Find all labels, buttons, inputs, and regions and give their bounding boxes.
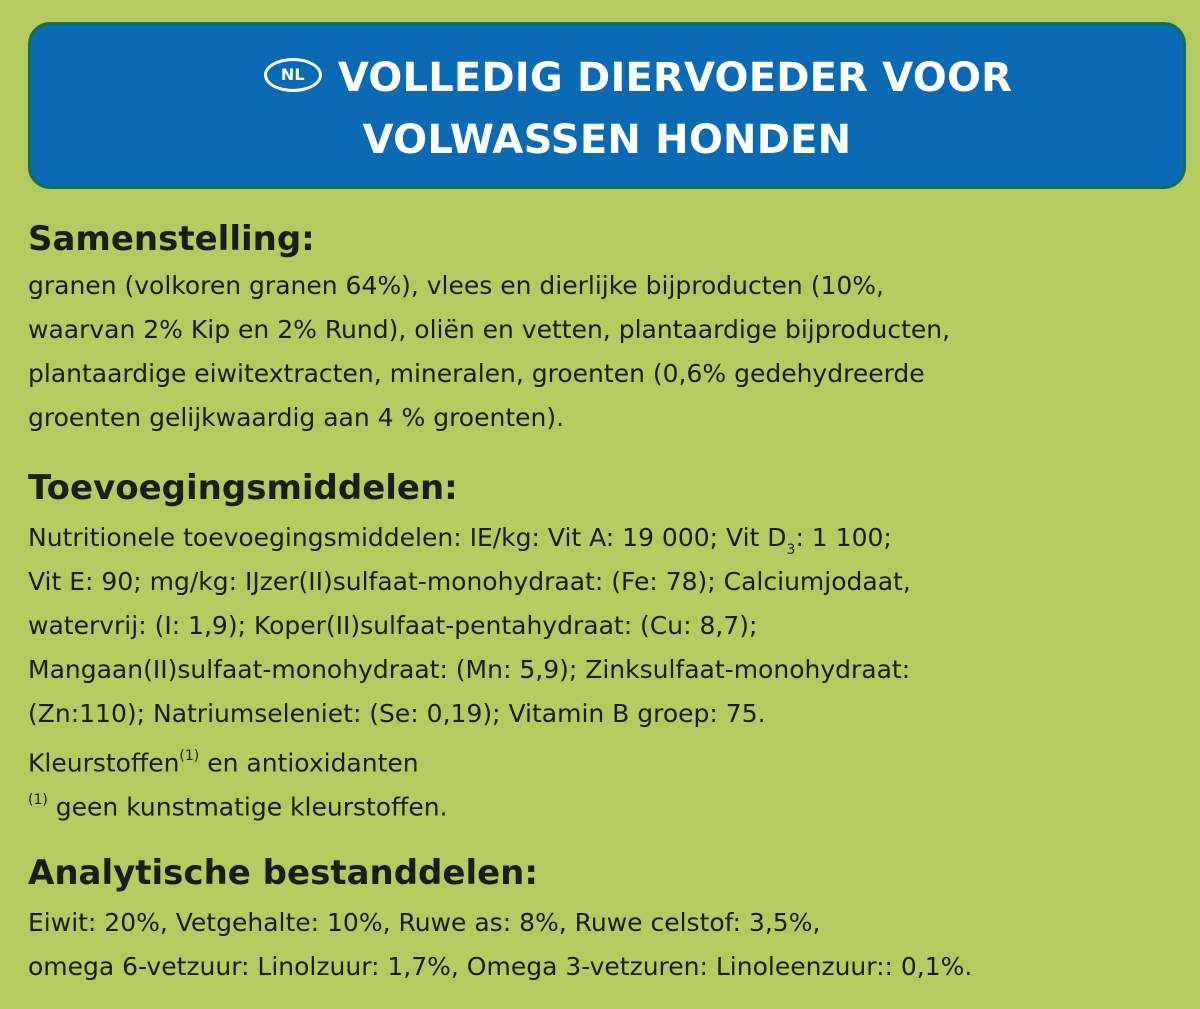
composition-line: granen (volkoren granen 64%), vlees en dierlijke bijproducten (10%, <box>28 271 884 300</box>
nl-language-badge: NL <box>264 58 322 92</box>
header-title-text-1: VOLLEDIG DIERVOEDER VOOR <box>337 55 1013 101</box>
additives-text <box>28 516 911 824</box>
additives-line: Mangaan(II)sulfaat-monohydraat: (Mn: 5,9); Zinksulfaat-monohydraat: <box>28 655 911 684</box>
additives-line1-prefix: Nutritionele toevoegingsmiddelen: IE/kg: Vit A: 19 000; Vit D <box>28 523 787 552</box>
colorants-line <box>28 736 911 780</box>
composition-heading: Samenstelling: <box>28 219 315 259</box>
additives-line: Vit E: 90; mg/kg: IJzer(II)sulfaat-monohydraat: (Fe: 78); Calciumjodaat, <box>28 567 911 596</box>
footnote-line <box>28 780 911 824</box>
analysis-heading: Analytische bestanddelen: <box>28 853 538 893</box>
additives-heading: Toevoegingsmiddelen: <box>28 468 458 508</box>
d3-subscript: 3 <box>786 542 796 558</box>
additives-line: (Zn:110); Natriumseleniet: (Se: 0,19); Vitamin B groep: 75. <box>28 699 766 728</box>
analysis-line: Eiwit: 20%, Vetgehalte: 10%, Ruwe as: 8%, Ruwe celstof: 3,5%, <box>28 908 821 937</box>
header-title-line-1 <box>31 55 1183 101</box>
colorants-word: Kleurstoffen <box>28 748 180 778</box>
footnote-marker: (1) <box>28 792 48 808</box>
analysis-line: omega 6-vetzuur: Linolzuur: 1,7%, Omega 3-vetzuren: Linoleenzuur:: 0,1%. <box>28 952 973 981</box>
analysis-text <box>28 901 972 989</box>
composition-line: groenten gelijkwaardig aan 4 % groenten). <box>28 403 565 432</box>
composition-line: plantaardige eiwitextracten, mineralen, groenten (0,6% gedehydreerde <box>28 359 925 388</box>
composition-line: waarvan 2% Kip en 2% Rund), oliën en vetten, plantaardige bijproducten, <box>28 315 951 344</box>
colorants-rest: en antioxidanten <box>199 748 419 778</box>
additives-line1-suffix: : 1 100; <box>795 523 892 552</box>
additives-line: watervrij: (I: 1,9); Koper(II)sulfaat-pentahydraat: (Cu: 8,7); <box>28 611 758 640</box>
footnote-text: geen kunstmatige kleurstoffen. <box>47 792 448 822</box>
composition-text <box>28 264 950 440</box>
footnote-marker: (1) <box>179 748 200 764</box>
header-banner <box>28 22 1186 189</box>
header-title-line-2: VOLWASSEN HONDEN <box>362 117 852 163</box>
additives-line <box>28 516 911 560</box>
